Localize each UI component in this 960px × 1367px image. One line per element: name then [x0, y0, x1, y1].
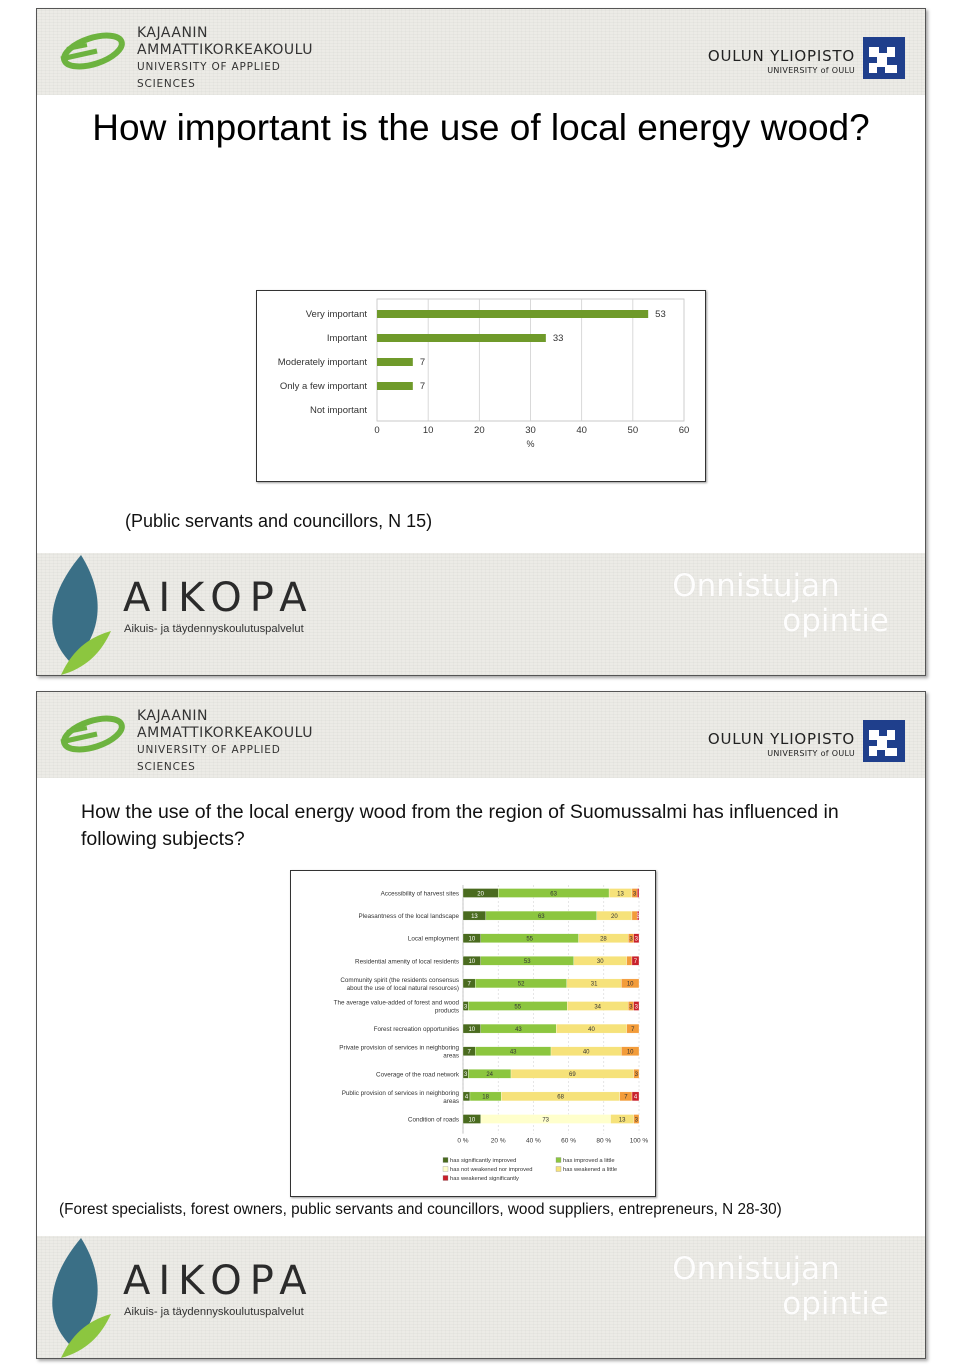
- oulu-sub: UNIVERSITY of OULU: [767, 749, 855, 758]
- segment-label: 7: [633, 959, 638, 966]
- oulu-emblem-icon: [863, 37, 905, 79]
- category-label: Accessibility of harvest sites: [380, 890, 459, 898]
- category-label: Coverage of the road network: [376, 1071, 459, 1079]
- stacked-segment: [627, 956, 632, 965]
- bar: [377, 334, 546, 342]
- kajaani-logo: [57, 25, 317, 90]
- segment-label: 68: [557, 1094, 564, 1101]
- segment-label: 10: [626, 1049, 634, 1056]
- x-tick-label: 20 %: [490, 1137, 506, 1145]
- category-label: Local employment: [407, 935, 459, 943]
- segment-label: 3: [463, 1072, 468, 1079]
- bar-value-label: 33: [552, 333, 564, 344]
- segment-label: 13: [618, 1117, 626, 1124]
- x-tick-label: 40 %: [525, 1137, 541, 1145]
- segment-label: 24: [486, 1072, 494, 1079]
- segment-label: 30: [596, 959, 604, 966]
- x-tick-label: 50: [627, 425, 639, 436]
- category-label: Moderately important: [277, 357, 367, 368]
- segment-label: 10: [468, 1026, 476, 1033]
- segment-label: 3: [629, 1004, 633, 1011]
- legend-label: has weakened significantly: [450, 1176, 519, 1182]
- segment-label: 63: [537, 913, 545, 920]
- kajaani-line2: AMMATTIKORKEAKOULU: [137, 42, 314, 58]
- legend-label: has weakened a little: [563, 1167, 618, 1173]
- segment-label: 69: [568, 1072, 576, 1079]
- kajaani-line1: KAJAANIN: [137, 708, 209, 724]
- segment-label: 7: [624, 1094, 628, 1101]
- leaf-icon: [41, 553, 121, 675]
- legend-swatch: [556, 1167, 561, 1172]
- stacked-segment: [637, 889, 639, 898]
- segment-label: 3: [634, 1072, 639, 1079]
- influence-stacked-bar-chart: [291, 871, 655, 1196]
- category-label: Important: [326, 333, 367, 344]
- slogan-line2: opintie: [782, 603, 889, 639]
- slide-footer-band: [37, 1236, 925, 1358]
- x-tick-label: 60 %: [561, 1137, 577, 1145]
- aikopa-subtitle: Aikuis- ja täydennyskoulutuspalvelut: [124, 623, 304, 635]
- oulu-sub: UNIVERSITY of OULU: [767, 66, 855, 75]
- importance-chart-frame: [256, 290, 706, 482]
- segment-label: 7: [467, 1049, 471, 1056]
- slogan: [672, 569, 889, 639]
- segment-label: 3: [629, 936, 633, 943]
- bar: [377, 310, 648, 318]
- segment-label: 7: [467, 981, 471, 988]
- kajaani-line1: KAJAANIN: [137, 25, 209, 41]
- x-tick-label: 0: [374, 425, 380, 436]
- slide-2: [36, 691, 926, 1359]
- category-label: about the use of local natural resources): [346, 984, 459, 992]
- x-tick-label: 20: [474, 425, 485, 436]
- segment-label: 3: [634, 1004, 638, 1011]
- segment-label: 7: [631, 1026, 635, 1033]
- kajaani-emblem-icon: [57, 29, 133, 77]
- x-tick-label: 0 %: [457, 1137, 469, 1145]
- slide-1: [36, 8, 926, 676]
- slide-header-band: [37, 692, 925, 778]
- segment-label: 20: [611, 913, 618, 920]
- segment-label: 3: [634, 1117, 639, 1124]
- category-label: Only a few important: [279, 381, 367, 392]
- oulu-logo: [708, 47, 855, 75]
- slogan-line1: Onnistujan: [672, 1251, 840, 1287]
- segment-label: 3: [636, 913, 640, 920]
- segment-label: 55: [526, 936, 534, 943]
- bar-value-label: 7: [419, 381, 426, 392]
- category-label: areas: [443, 1097, 459, 1105]
- category-label: Pleasantness of the local landscape: [358, 913, 459, 921]
- segment-label: 10: [468, 936, 476, 943]
- segment-label: 53: [523, 959, 531, 966]
- slide-title: How the use of the local energy wood from the region of Suomussalmi has influenced in following subjects?: [81, 801, 839, 850]
- slide-caption: (Forest specialists, forest owners, public servants and councillors, wood suppliers, entrepreneurs, N 28-30): [59, 1201, 782, 1218]
- kajaani-text: [137, 25, 317, 93]
- segment-label: 55: [514, 1004, 522, 1011]
- segment-label: 3: [632, 891, 637, 898]
- oulu-name: OULUN YLIOPISTO: [707, 730, 855, 748]
- category-label: Very important: [305, 309, 367, 320]
- kajaani-line3: UNIVERSITY OF APPLIED SCIENCES: [137, 61, 281, 90]
- slogan: [672, 1252, 889, 1322]
- segment-label: 20: [477, 891, 484, 898]
- category-label: Condition of roads: [407, 1116, 459, 1124]
- aikopa-logo: AIKOPA: [123, 1258, 315, 1304]
- x-tick-label: 60: [678, 425, 690, 436]
- bar: [377, 358, 413, 366]
- segment-label: 34: [594, 1004, 602, 1011]
- slide-title: How important is the use of local energy wood?: [92, 107, 870, 148]
- category-label: Forest recreation opportunities: [373, 1026, 459, 1034]
- segment-label: 10: [468, 1117, 476, 1124]
- oulu-emblem-icon: [863, 720, 905, 762]
- category-label: areas: [443, 1052, 459, 1060]
- kajaani-text: [137, 708, 317, 776]
- segment-label: 31: [590, 981, 598, 988]
- legend-swatch: [443, 1158, 448, 1163]
- segment-label: 13: [617, 891, 624, 898]
- slide-footer-band: [37, 553, 925, 675]
- influence-chart-frame: [290, 870, 656, 1197]
- legend-swatch: [443, 1176, 448, 1181]
- x-tick-label: 30: [525, 425, 536, 436]
- x-axis-label: %: [526, 439, 535, 449]
- slogan-line2: opintie: [782, 1286, 889, 1322]
- kajaani-line3: UNIVERSITY OF APPLIED SCIENCES: [137, 744, 281, 773]
- x-tick-label: 100 %: [629, 1137, 649, 1145]
- segment-label: 3: [634, 936, 639, 943]
- legend-label: has not weakened nor improved: [450, 1167, 533, 1173]
- oulu-name: OULUN YLIOPISTO: [707, 47, 855, 65]
- legend-swatch: [443, 1167, 448, 1172]
- kajaani-line2: AMMATTIKORKEAKOULU: [137, 725, 314, 741]
- segment-label: 13: [471, 913, 478, 920]
- segment-label: 4: [464, 1094, 469, 1101]
- segment-label: 43: [515, 1026, 522, 1033]
- segment-label: 52: [517, 981, 525, 988]
- legend-swatch: [556, 1158, 561, 1163]
- aikopa-logo: AIKOPA: [123, 575, 315, 621]
- segment-label: 18: [482, 1094, 489, 1101]
- oulu-logo: [708, 730, 855, 758]
- leaf-icon: [41, 1236, 121, 1358]
- legend-label: has significantly improved: [450, 1158, 517, 1164]
- segment-label: 28: [600, 936, 607, 943]
- segment-label: 43: [509, 1049, 517, 1056]
- importance-bar-chart: [257, 291, 705, 481]
- category-label: Community spirit (the residents consensus: [340, 976, 459, 984]
- slide-header-band: [37, 9, 925, 95]
- category-label: The average value-added of forest and wood: [333, 999, 459, 1007]
- slide-caption: (Public servants and councillors, N 15): [125, 511, 433, 531]
- segment-label: 40: [582, 1049, 590, 1056]
- kajaani-logo: [57, 708, 317, 773]
- category-label: Residential amenity of local residents: [355, 958, 459, 966]
- legend-label: has improved a little: [563, 1158, 615, 1164]
- segment-label: 3: [464, 1004, 468, 1011]
- x-tick-label: 40: [576, 425, 587, 436]
- segment-label: 73: [542, 1117, 550, 1124]
- bar-value-label: 7: [419, 357, 426, 368]
- aikopa-subtitle: Aikuis- ja täydennyskoulutuspalvelut: [124, 1306, 304, 1318]
- category-label: Public provision of services in neighboring: [341, 1089, 459, 1097]
- segment-label: 63: [550, 891, 557, 898]
- bar-value-label: 53: [655, 309, 666, 320]
- segment-label: 40: [588, 1026, 595, 1033]
- category-label: Not important: [309, 405, 367, 416]
- segment-label: 10: [626, 981, 634, 988]
- bar: [377, 382, 413, 390]
- category-label: Private provision of services in neighboring: [339, 1044, 459, 1052]
- segment-label: 4: [633, 1094, 638, 1101]
- category-label: products: [434, 1007, 459, 1015]
- x-tick-label: 10: [422, 425, 434, 436]
- slogan-line1: Onnistujan: [672, 568, 840, 604]
- x-tick-label: 80 %: [596, 1137, 612, 1145]
- segment-label: 10: [468, 959, 476, 966]
- kajaani-emblem-icon: [57, 712, 133, 760]
